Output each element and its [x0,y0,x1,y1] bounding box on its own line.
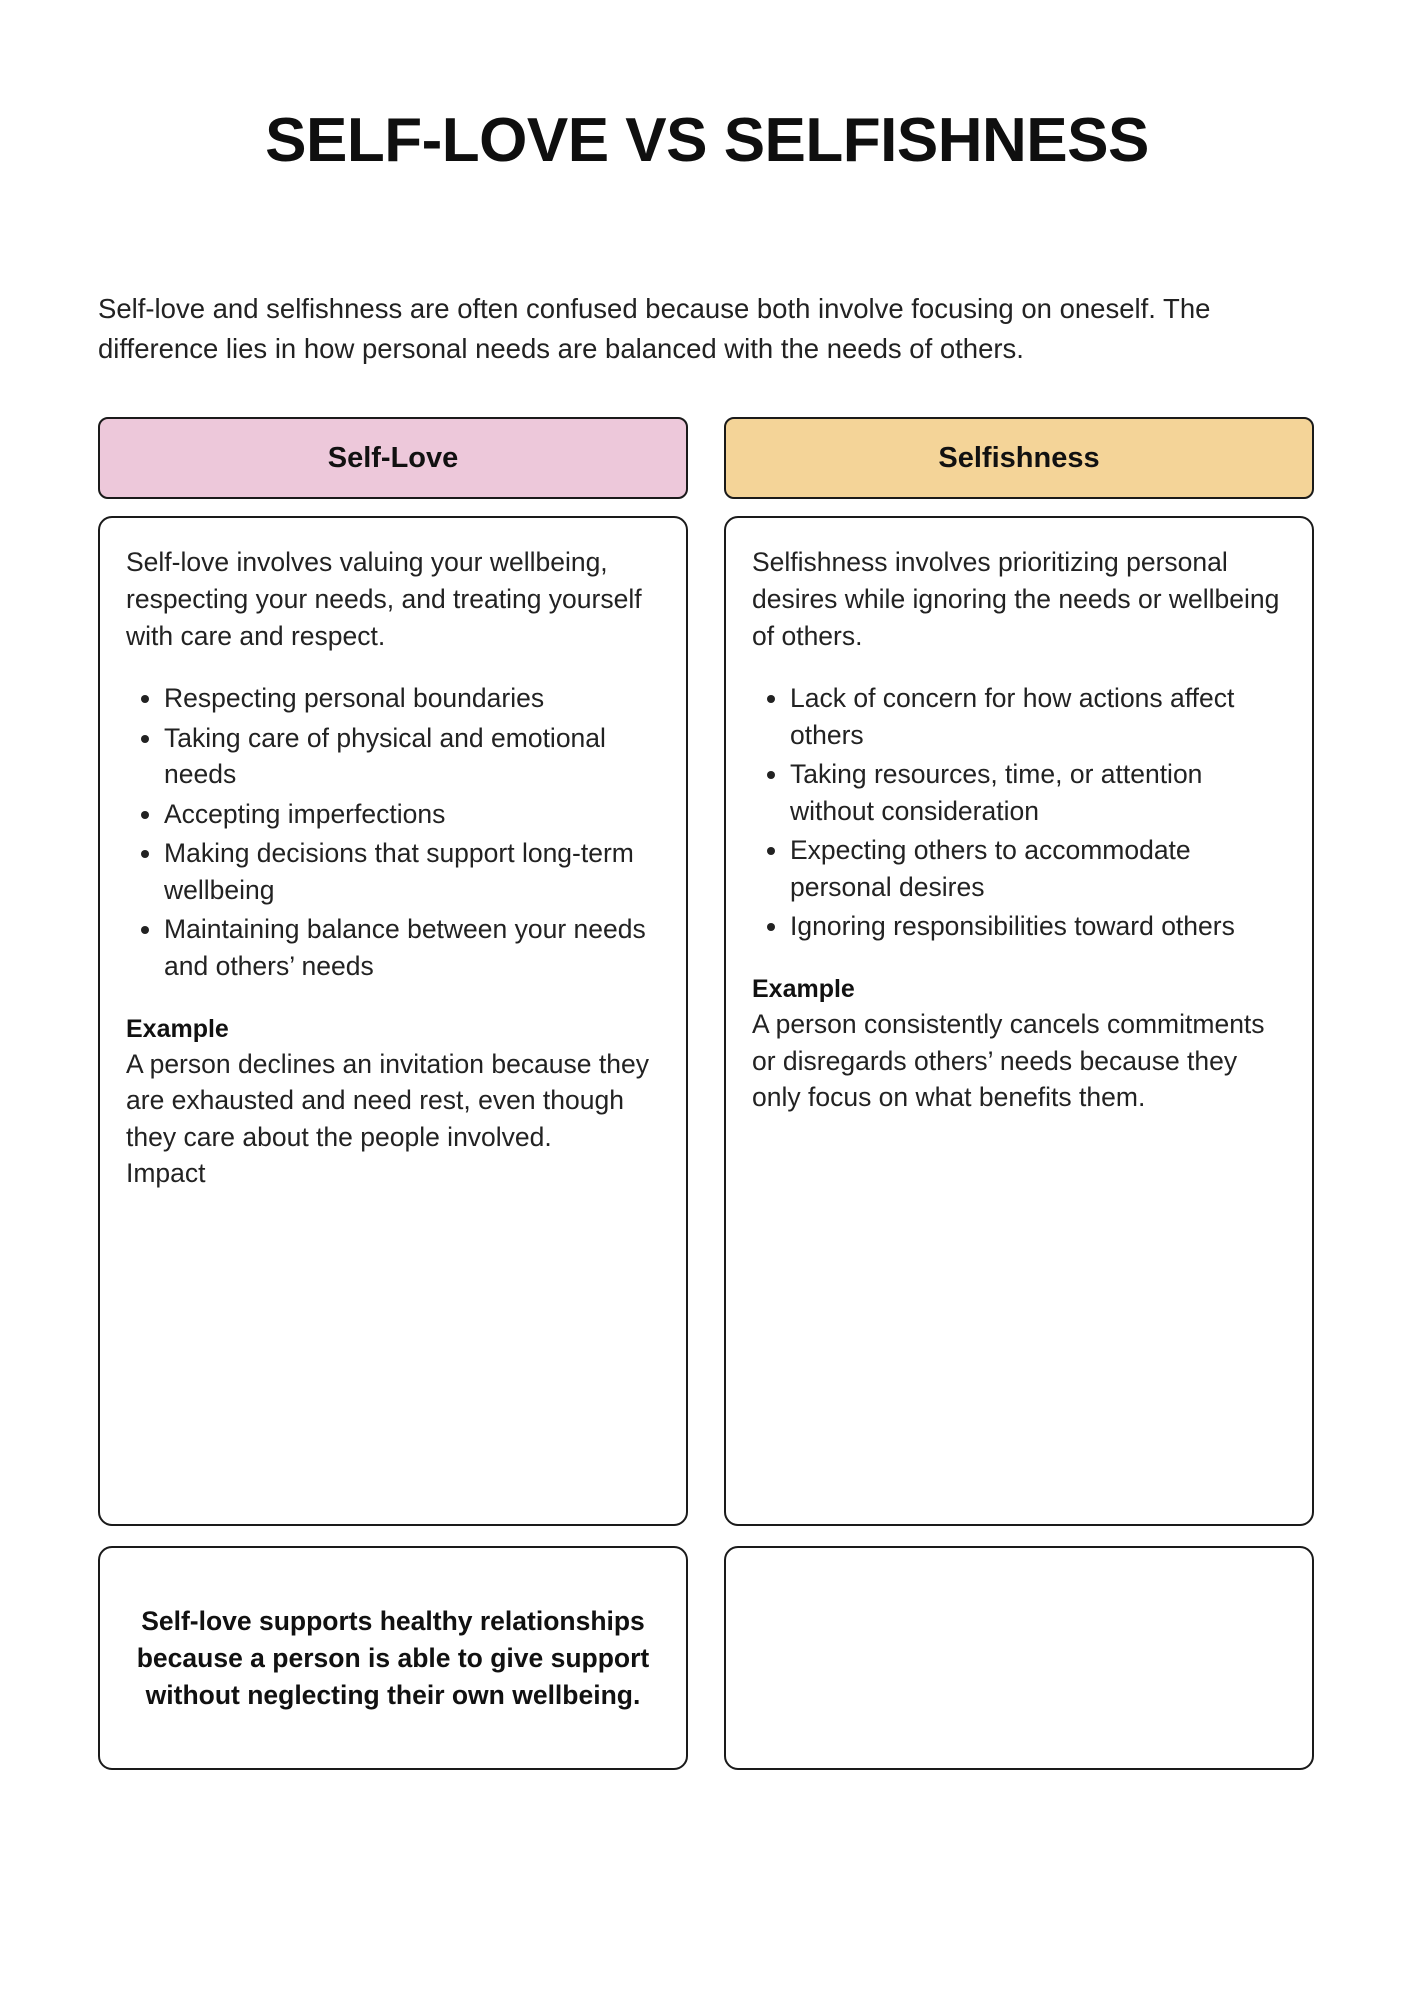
comparison-columns [98,417,1316,1526]
list-item: • Expecting others to accommodate personal desires [790,832,1286,905]
selfishness-example-label: Example [752,975,855,1003]
list-item: • Taking care of physical and emotional needs [164,720,660,793]
selfishness-example-text: A person consistently cancels commitments or disregards others’ needs because they only focus on what benefits them. [752,1009,1265,1113]
list-item: • Accepting imperfections [164,796,660,833]
list-item: • Taking resources, time, or attention without consideration [790,756,1286,829]
selfishness-lead-text: Selfishness involves prioritizing personal desires while ignoring the needs or wellbeing of others. [752,547,1280,651]
self-love-example-label: Example [126,1014,229,1043]
footer-row [98,1546,1316,1770]
list-item: • Making decisions that support long-term wellbeing [164,835,660,908]
column-body-self-love [98,516,688,1526]
list-item: • Lack of concern for how actions affect others [790,680,1286,753]
footer-box-selfishness [724,1546,1314,1770]
self-love-summary-text: Self-love supports healthy relationships because a person is able to give support without neglecting their own wellbeing. [136,1605,650,1710]
self-love-example-text: A person declines an invitation because they are exhausted and need rest, even though they care about the people involved. [126,1048,649,1152]
column-header-selfishness: Selfishness [724,417,1314,499]
column-body-selfishness [724,516,1314,1526]
self-love-points-list [126,680,660,985]
page-title: SELF-LOVE VS SELFISHNESS [265,106,1149,175]
intro-paragraph: Self-love and selfishness are often confused because both involve focusing on oneself. The difference lies in how personal needs are balanced with the needs of others. [98,293,1211,365]
column-selfishness [724,417,1314,1526]
self-love-impact-label: Impact [126,1158,206,1189]
list-item: • Respecting personal boundaries [164,680,660,717]
column-header-self-love: Self-Love [98,417,688,499]
list-item: • Maintaining balance between your needs and others’ needs [164,911,660,984]
list-item: • Ignoring responsibilities toward others [790,908,1286,945]
column-self-love [98,417,688,1526]
footer-box-self-love [98,1546,688,1770]
self-love-lead-text: Self-love involves valuing your wellbeing, respecting your needs, and treating yourself with care and respect. [126,547,642,651]
selfishness-points-list [752,680,1286,945]
